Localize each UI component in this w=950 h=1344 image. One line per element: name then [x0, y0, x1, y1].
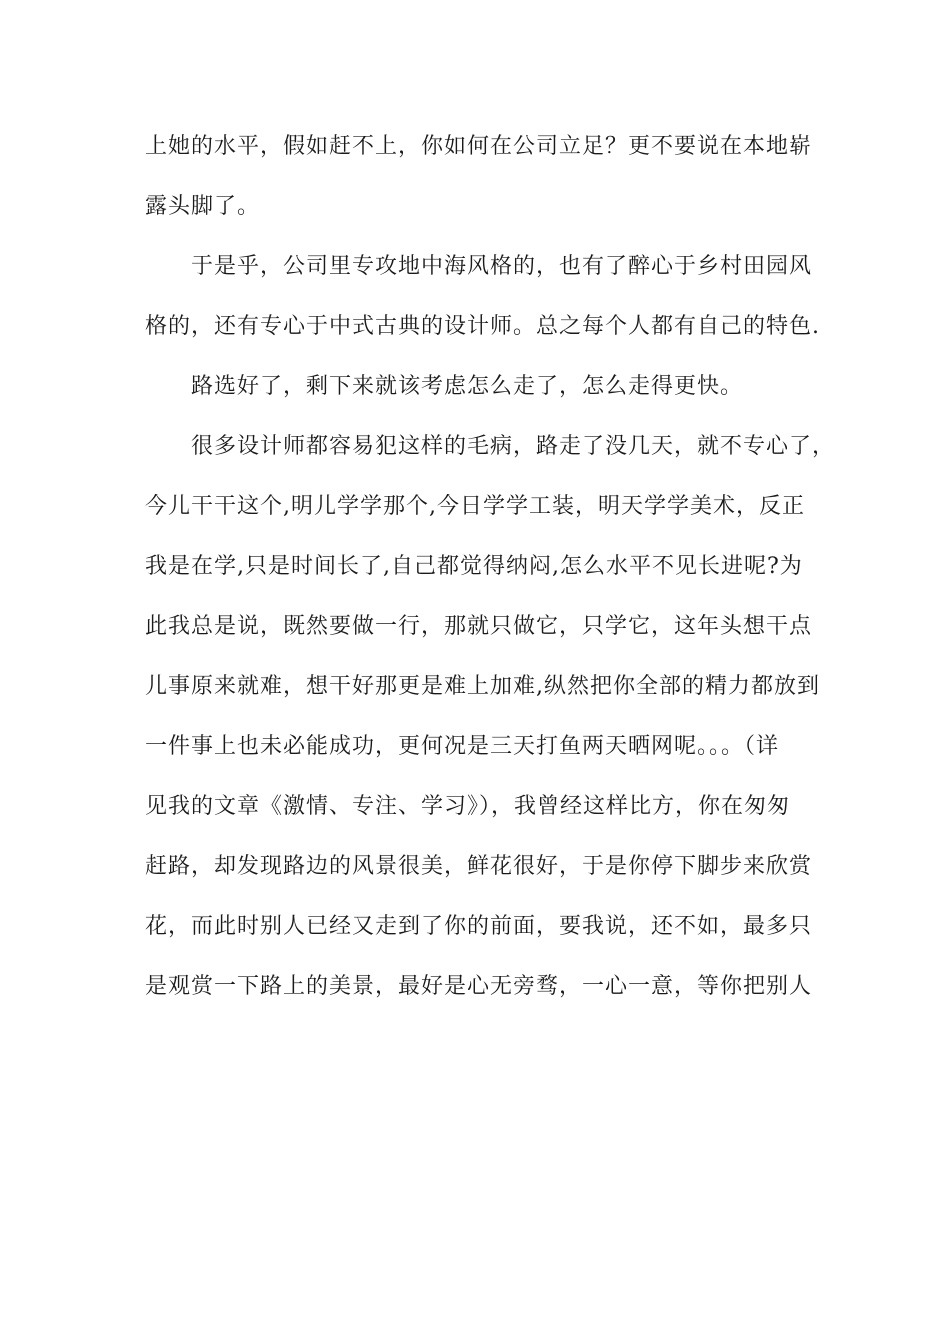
text-line-6: 很多设计师都容易犯这样的毛病，路走了没几天，就不专心了，	[145, 434, 836, 459]
text-line-5: 路选好了，剩下来就该考虑怎么走了，怎么走得更快。	[145, 374, 744, 399]
text-line-1: 上她的水平，假如赶不上，你如何在公司立足？更不要说在本地崭	[145, 134, 813, 159]
text-line-8: 我是在学,只是时间长了,自己都觉得纳闷,怎么水平不见长进呢?为	[145, 554, 803, 579]
text-line-4: 格的，还有专心于中式古典的设计师。总之每个人都有自己的特色.	[145, 314, 820, 339]
text-line-3: 于是乎，公司里专攻地中海风格的，也有了醉心于乡村田园风	[145, 254, 813, 279]
text-line-7: 今儿干干这个,明儿学学那个,今日学学工装，明天学学美术，反正	[145, 494, 805, 519]
body-text	[145, 132, 836, 1032]
text-line-9: 此我总是说，既然要做一行，那就只做它，只学它，这年头想干点	[145, 614, 813, 639]
text-line-12: 见我的文章《激情、专注、学习》），我曾经这样比方，你在匆匆	[145, 794, 791, 819]
text-line-10: 儿事原来就难，想干好那更是难上加难,纵然把你全部的精力都放到	[145, 674, 820, 699]
text-line-13: 赶路，却发现路边的风景很美，鲜花很好，于是你停下脚步来欣赏	[145, 854, 813, 879]
text-line-15: 是观赏一下路上的美景，最好是心无旁骛，一心一意，等你把别人	[145, 974, 813, 999]
text-line-2: 露头脚了。	[145, 194, 261, 219]
text-line-14: 花，而此时别人已经又走到了你的前面，要我说，还不如，最多只	[145, 914, 813, 939]
text-line-11: 一件事上也未必能成功，更何况是三天打鱼两天晒网呢。。。（详	[145, 734, 780, 759]
